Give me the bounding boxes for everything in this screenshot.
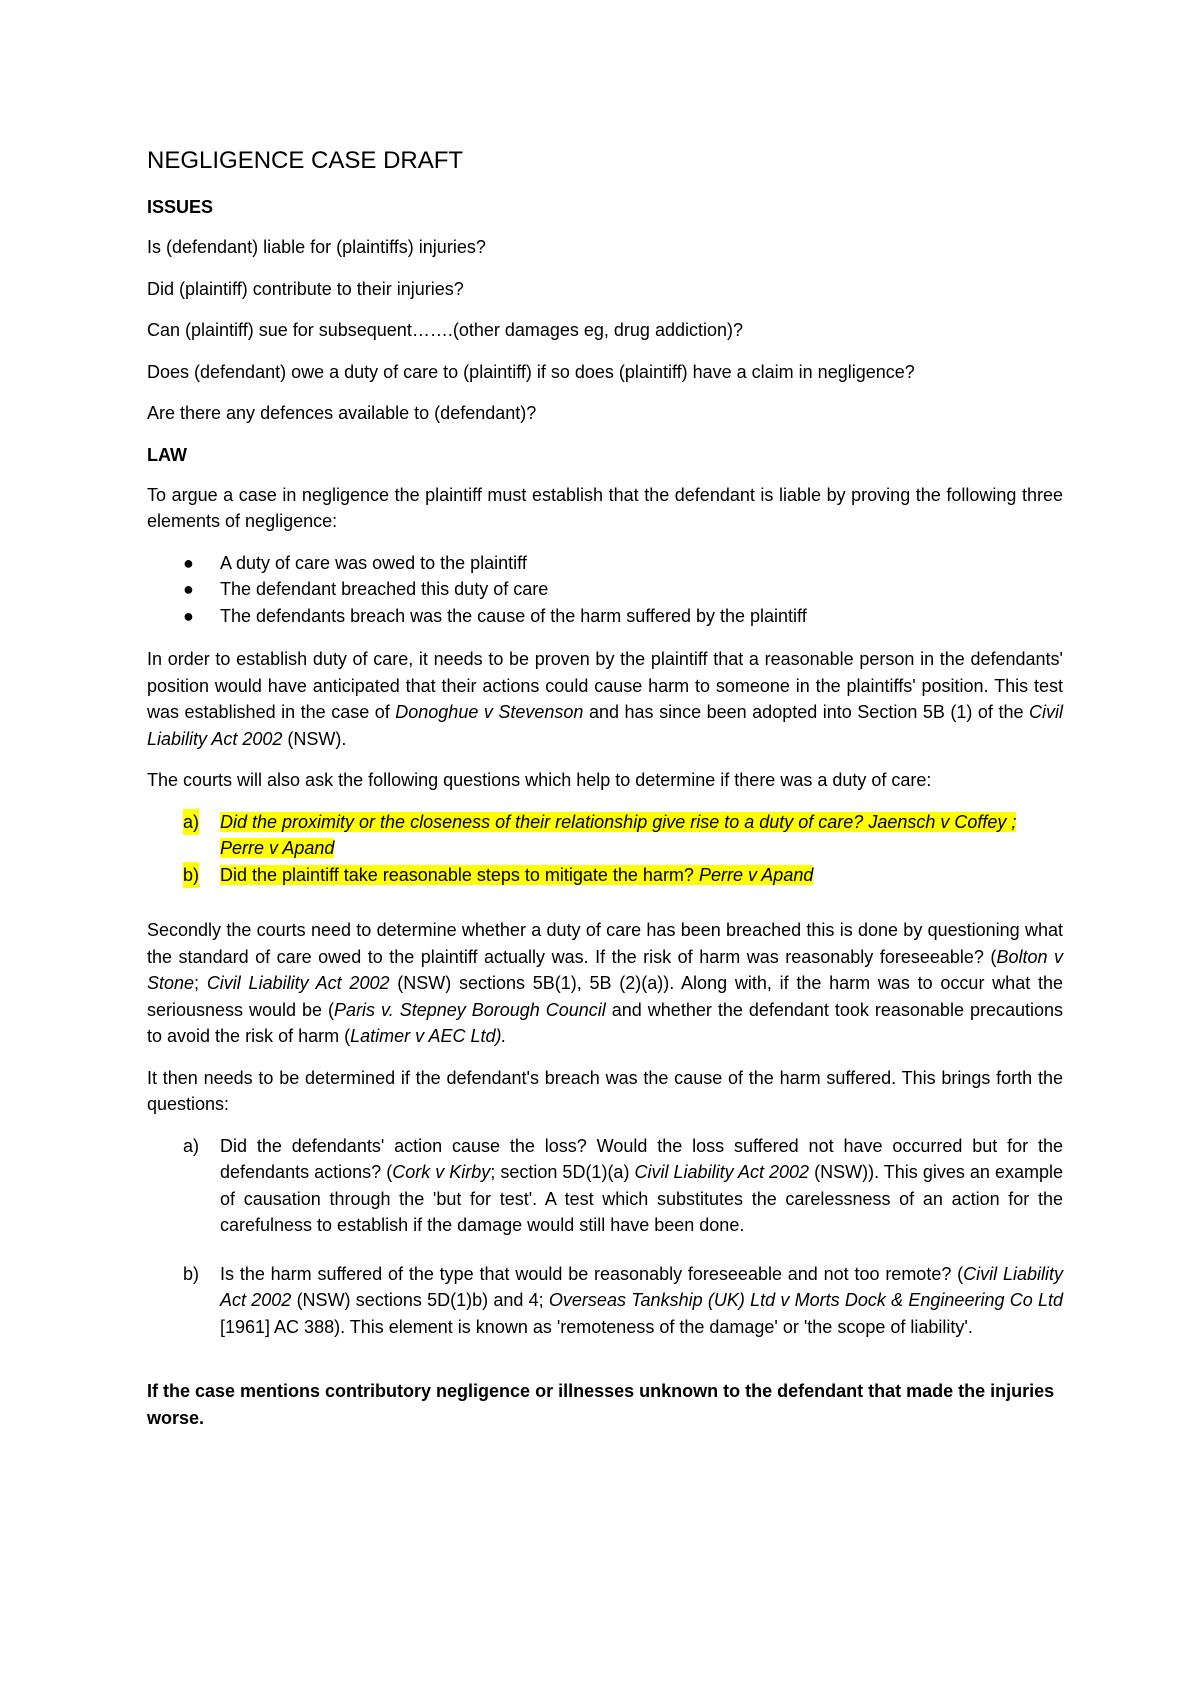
element-text: The defendant breached this duty of care [220,579,549,599]
list-marker: b) [183,1263,200,1284]
list-item [147,809,1063,862]
element-text: The defendants breach was the cause of the harm suffered by the plaintiff [220,605,807,626]
causation-questions-list [147,1133,1063,1341]
issues-heading: ISSUES [147,197,214,217]
text-run: Did the defendants' action cause the loss? Would the loss suffered not have occurred but for the defendants actions? ( [220,1135,1063,1182]
text-run: ; section 5D(1)(a) [490,1162,635,1182]
law-intro: To argue a case in negligence the plaintiff must establish that the defendant is liable by proving the following three elements of negligence: [147,484,1063,531]
case-citation: Overseas Tankship (UK) Ltd v Morts Dock & Engineering Co Ltd [548,1290,1064,1310]
bullet-icon: ● [183,579,194,599]
act-citation: Civil Liability Act 2002 [147,702,1063,749]
issue-item: Does (defendant) owe a duty of care to (plaintiff) if so does (plaintiff) have a claim in negligence? [147,361,915,382]
highlighted-question: Did the proximity or the closeness of their relationship give rise to a duty of care? Jaensch v Coffey ; Perre v Apand [220,811,1017,858]
document-title: NEGLIGENCE CASE DRAFT [147,147,464,174]
negligence-elements-list [147,550,1063,630]
element-text: A duty of care was owed to the plaintiff [220,552,527,573]
list-marker: a) [183,809,199,836]
act-citation: Civil Liability Act 2002 [220,1263,1063,1310]
issue-item: Are there any defences available to (defendant)? [147,403,537,423]
list-marker: b) [183,862,199,889]
case-citation: Latimer v AEC Ltd). [350,1026,507,1046]
issue-item: Is (defendant) liable for (plaintiffs) injuries? [147,237,486,257]
act-citation: Civil Liability Act 2002 [634,1162,810,1182]
contributory-negligence-note: If the case mentions contributory negligence or illnesses unknown to the defendant that made the injuries worse. [147,1381,1055,1428]
list-item [147,1261,1063,1341]
duty-of-care-paragraph [147,646,1063,752]
duty-questions-list [147,809,1063,889]
bullet-icon: ● [183,552,194,573]
list-item [147,603,1063,630]
text-run: [1961] AC 388). This element is known as 'remoteness of the damage' or 'the scope of liability'. [220,1316,973,1337]
list-item [147,576,1063,603]
list-item [147,862,1063,889]
issue-item: Did (plaintiff) contribute to their injuries? [147,278,464,299]
case-citation: Donoghue v Stevenson [395,702,584,722]
issue-item: Can (plaintiff) sue for subsequent…….(other damages eg, drug addiction)? [147,320,744,340]
case-citation: Cork v Kirby [392,1162,491,1182]
text-run: Is the harm suffered of the type that would be reasonably foreseeable and not too remote? ( [220,1263,964,1284]
case-citation: Paris v. Stepney Borough Council [334,999,606,1020]
highlighted-question: Did the plaintiff take reasonable steps to mitigate the harm? [220,864,699,885]
causation-intro: It then needs to be determined if the defendant's breach was the cause of the harm suffered. This brings forth the questions: [147,1067,1063,1114]
text-run: (NSW) sections 5B(1), 5B (2)(a)). Along with, if the harm was to occur what the seriousness would be ( [147,973,1063,1020]
bullet-icon: ● [183,605,194,626]
list-item [147,1133,1063,1239]
act-citation: Civil Liability Act 2002 [206,973,390,993]
list-marker: a) [183,1135,200,1156]
text-run: ; [194,973,207,993]
text-run: (NSW) sections 5D(1)b) and 4; [291,1290,549,1310]
text-run: In order to establish duty of care, it needs to be proven by the plaintiff that a reasonable person in the defendants' position would have anticipated that their actions could cause harm to someone in the plaintiffs' position. This test was established in the case of [147,649,1063,722]
text-run: (NSW)). This gives an example of causation through the 'but for test'. A test which substitutes the carelessness of an action for the carefulness to establish if the damage would still have been done. [220,1162,1064,1235]
list-item [147,550,1063,577]
text-run: and whether the defendant took reasonable precautions to avoid the risk of harm ( [147,999,1063,1046]
text-run: and has since been adopted into Section 5B (1) of the [583,702,1029,722]
text-run: (NSW). [282,728,347,749]
document-body [147,146,1063,1446]
breach-paragraph [147,917,1063,1050]
case-citation: Bolton v Stone [147,946,1063,993]
text-run: Secondly the courts need to determine whether a duty of care has been breached this is done by questioning what the standard of care owed to the plaintiff actually was. If the risk of harm was reasonably foreseeable? ( [147,920,1063,967]
law-heading: LAW [147,444,187,465]
courts-questions-intro: The courts will also ask the following questions which help to determine if there was a duty of care: [147,770,932,790]
case-citation: Perre v Apand [698,864,814,885]
